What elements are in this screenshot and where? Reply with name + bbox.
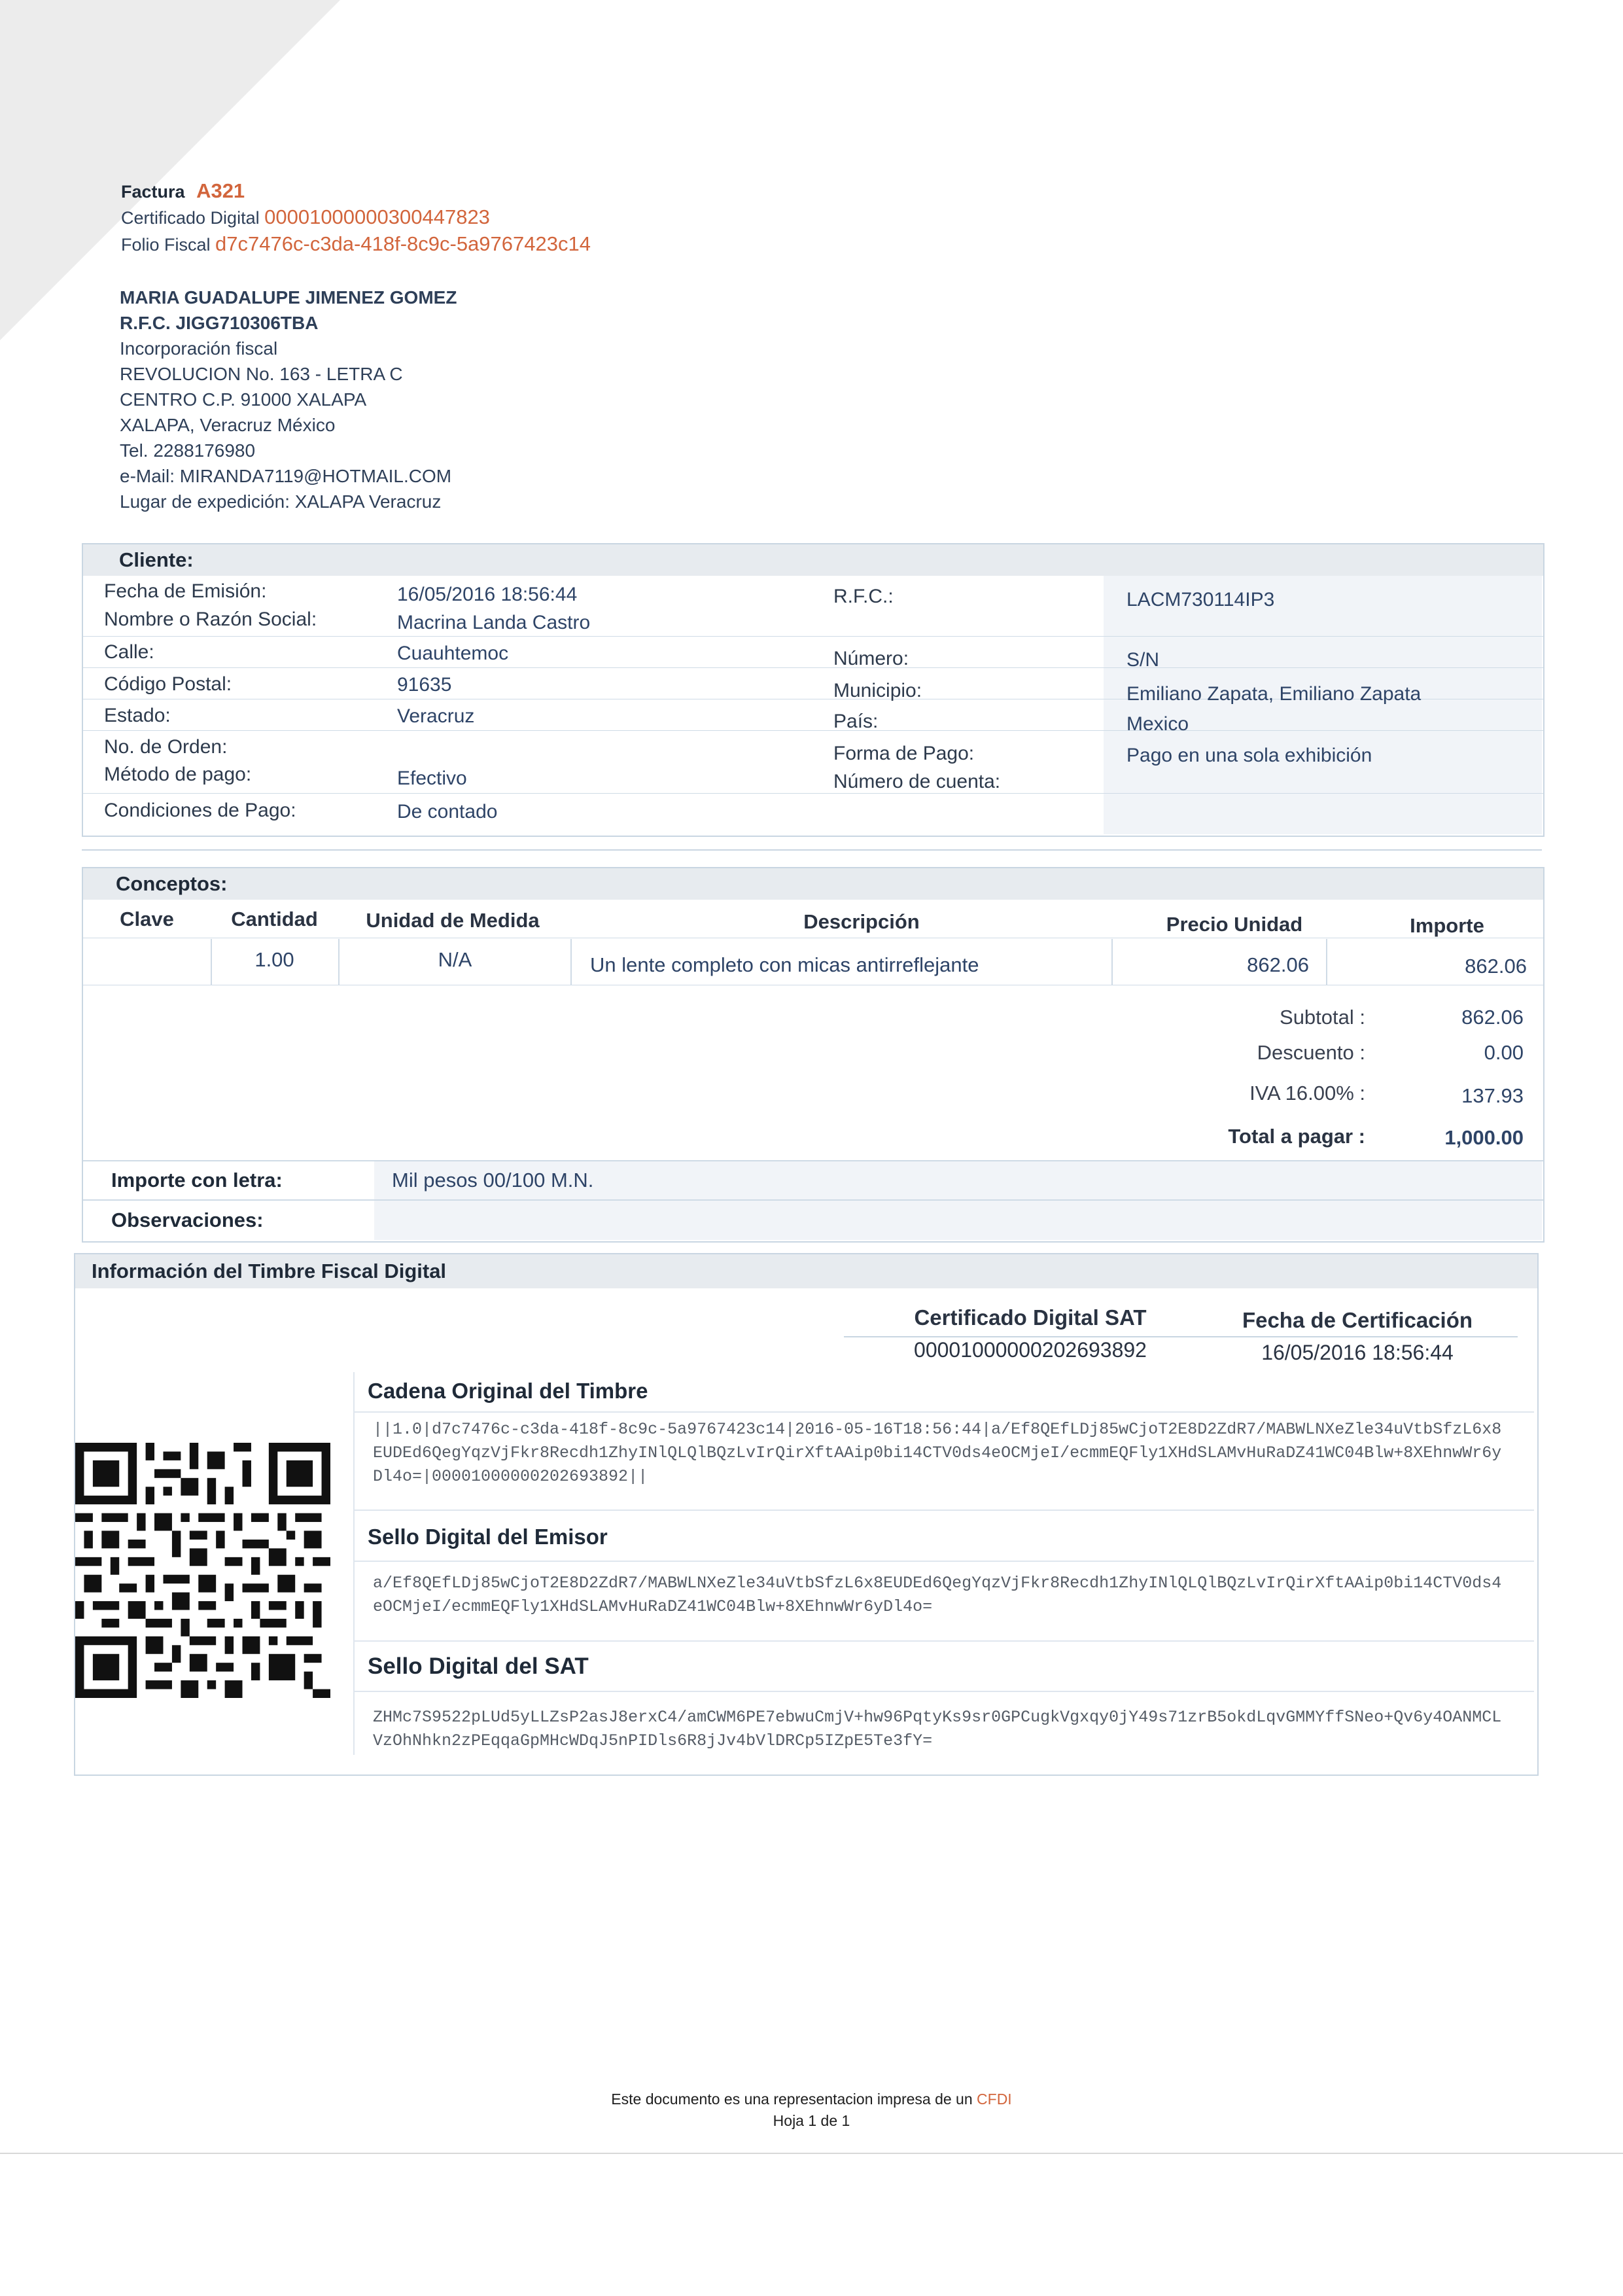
sello-sat-value: ZHMc7S9522pLUd5yLLZsP2asJ8erxC4/amCWM6PE7ebwuCmjV+hw96PqtyKs9sr0GPCugkVgxqy0jY49s71zrB5okdLqvGMMYffSNeo+Qv6y4OANMCLVzOhNhkn2zPEqqaGpMHcWDqJ5nPIDls6R8jJv4bVlDRCp5IZpE5Te3fY=	[373, 1708, 1502, 1750]
invoice-header	[121, 179, 245, 204]
numero-label: Número:	[833, 648, 909, 669]
forma-value: Pago en una sola exhibición	[1126, 745, 1372, 766]
footer-line1	[0, 2091, 1623, 2108]
issuer-place: Lugar de expedición: XALAPA Veracruz	[120, 491, 442, 512]
qr-code-icon	[75, 1443, 330, 1698]
forma-label: Forma de Pago:	[833, 743, 975, 764]
metodo-value: Efectivo	[397, 768, 467, 789]
concept-row	[83, 939, 1543, 985]
fecha-cert-label: Fecha de Certificación	[1242, 1308, 1473, 1332]
subtotal-value: 862.06	[1461, 1006, 1524, 1029]
th-unidad: Unidad de Medida	[366, 909, 540, 932]
client-section	[82, 543, 1544, 837]
estado-label: Estado:	[104, 705, 171, 726]
cell-cantidad: 1.00	[254, 948, 294, 971]
nombre-label: Nombre o Razón Social:	[104, 609, 317, 630]
certificado-digital-line	[121, 205, 490, 230]
issuer-regime: Incorporación fiscal	[120, 338, 278, 359]
numero-value: S/N	[1126, 649, 1160, 671]
calle-value: Cuauhtemoc	[397, 643, 509, 664]
issuer-address2: CENTRO C.P. 91000 XALAPA	[120, 389, 367, 410]
observaciones-label: Observaciones:	[111, 1209, 264, 1231]
fecha-emision-value: 16/05/2016 18:56:44	[397, 584, 578, 605]
rfc-value: LACM730114IP3	[1126, 589, 1275, 610]
timbre-title: Información del Timbre Fiscal Digital	[75, 1254, 1537, 1288]
subtotal-label: Subtotal :	[1280, 1006, 1365, 1029]
cp-label: Código Postal:	[104, 673, 232, 695]
th-cantidad: Cantidad	[231, 908, 318, 930]
folio-fiscal-line	[121, 232, 591, 257]
issuer-address3: XALAPA, Veracruz México	[120, 415, 336, 435]
pais-value: Mexico	[1126, 713, 1189, 735]
municipio-value: Emiliano Zapata, Emiliano Zapata	[1126, 683, 1422, 705]
concepts-title: Conceptos:	[83, 868, 1543, 900]
municipio-label: Municipio:	[833, 680, 922, 701]
total-label: Total a pagar :	[1228, 1125, 1365, 1148]
sello-sat-label: Sello Digital del SAT	[368, 1653, 589, 1679]
footer-text: Este documento es una representacion impresa de un	[611, 2091, 973, 2108]
factura-number: A321	[196, 179, 245, 202]
certificado-value: 00001000000300447823	[264, 205, 490, 228]
total-value: 1,000.00	[1444, 1126, 1524, 1149]
cadena-label: Cadena Original del Timbre	[368, 1379, 648, 1403]
cert-sat-label: Certificado Digital SAT	[914, 1305, 1147, 1330]
th-clave: Clave	[120, 908, 174, 930]
iva-label: IVA 16.00% :	[1249, 1082, 1365, 1104]
cuenta-label: Número de cuenta:	[833, 771, 1001, 792]
condiciones-value: De contado	[397, 801, 498, 822]
concepts-header-row	[83, 900, 1543, 938]
th-precio: Precio Unidad	[1166, 913, 1303, 936]
footer-cfdi: CFDI	[977, 2091, 1012, 2108]
condiciones-label: Condiciones de Pago:	[104, 800, 296, 821]
calle-label: Calle:	[104, 641, 154, 663]
rfc-label: R.F.C.:	[833, 586, 894, 607]
folio-value: d7c7476c-c3da-418f-8c9c-5a9767423c14	[215, 232, 591, 255]
estado-value: Veracruz	[397, 705, 475, 727]
cert-sat-value: 00001000000202693892	[914, 1338, 1147, 1362]
folio-label: Folio Fiscal	[121, 235, 211, 255]
issuer-name: MARIA GUADALUPE JIMENEZ GOMEZ	[120, 287, 457, 308]
pais-label: País:	[833, 711, 879, 732]
factura-label: Factura	[121, 182, 185, 202]
th-importe: Importe	[1410, 914, 1484, 937]
descuento-label: Descuento :	[1257, 1041, 1365, 1064]
th-descripcion: Descripción	[803, 910, 920, 933]
cell-descripcion: Un lente completo con micas antirreflejante	[590, 953, 979, 976]
iva-value: 137.93	[1461, 1084, 1524, 1107]
importe-letra-value: Mil pesos 00/100 M.N.	[392, 1169, 594, 1192]
importe-letra-label: Importe con letra:	[111, 1169, 283, 1192]
metodo-label: Método de pago:	[104, 764, 252, 785]
sello-emisor-value: a/Ef8QEfLDj85wCjoT2E8D2ZdR7/MABWLNXeZle34uVtbSfzL6x8EUDEd6QegYqzVjFkr8Recdh1ZhyINlQLQlBQzLvIrQirXftAAip0bi14CTV0ds4eOCMjeI/ecmmEQFly1XHdSLAMvHuRaDZ41WC04Blw+8XEhnwWr6yDl4o=	[373, 1574, 1502, 1616]
issuer-rfc: R.F.C. JIGG710306TBA	[120, 313, 319, 333]
concepts-section	[82, 867, 1544, 1243]
issuer-email: e-Mail: MIRANDA7119@HOTMAIL.COM	[120, 466, 452, 486]
footer-page: Hoja 1 de 1	[773, 2112, 850, 2129]
cell-unidad: N/A	[438, 948, 472, 971]
cell-importe: 862.06	[1465, 955, 1527, 978]
cadena-value: ||1.0|d7c7476c-c3da-418f-8c9c-5a9767423c14|2016-05-16T18:56:44|a/Ef8QEfLDj85wCjoT2E8D2ZdR7/MABWLNXeZle34uVtbSfzL6x8EUDEd6QegYqzVjFkr8Recdh1ZhyINlQLQlBQzLvIrQirXftAAip0bi14CTV0ds4eOCMjeI/ecmmEQFly1XHdSLAMvHuRaDZ41WC04Blw+8XEhnwWr6yDl4o=|00001000000202693892||	[373, 1420, 1502, 1486]
fecha-emision-label: Fecha de Emisión:	[104, 580, 267, 602]
nombre-value: Macrina Landa Castro	[397, 612, 591, 633]
issuer-phone: Tel. 2288176980	[120, 440, 256, 461]
issuer-address1: REVOLUCION No. 163 - LETRA C	[120, 364, 403, 384]
fecha-cert-value: 16/05/2016 18:56:44	[1261, 1341, 1454, 1364]
orden-label: No. de Orden:	[104, 736, 228, 758]
client-title: Cliente:	[83, 544, 1543, 576]
issuer-block	[120, 285, 457, 514]
certificado-label: Certificado Digital	[121, 208, 260, 228]
cp-value: 91635	[397, 674, 452, 696]
cell-precio: 862.06	[1247, 953, 1309, 976]
sello-emisor-label: Sello Digital del Emisor	[368, 1525, 608, 1549]
descuento-value: 0.00	[1484, 1041, 1524, 1064]
